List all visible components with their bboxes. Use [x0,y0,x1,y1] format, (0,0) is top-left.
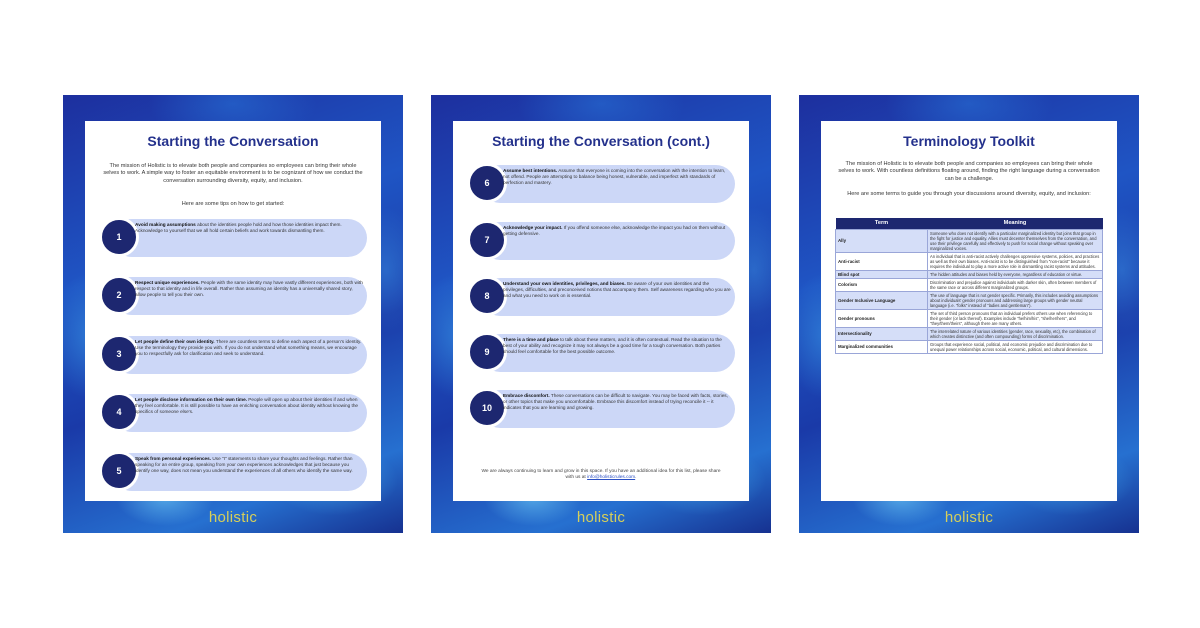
meaning-cell: The hidden attitudes and biases held by everyone, regardless of education or virtue. [928,270,1103,278]
tip-body: These conversations can be difficult to navigate. You may be faced with facts, stories, or other topics that make you uncomfortable. Embrace this discomfort instead of trying reconcile it -- it indicates that you are learning and growing. [503,393,728,411]
term-cell: Gender Inclusive Language [836,291,928,309]
tip-text [503,168,731,186]
contact-email-link[interactable]: info@holisticrules.com [587,475,636,481]
page-1-content-card [85,121,381,501]
tip-item [99,334,367,374]
holistic-logo: holistic [944,509,994,526]
table-header-row [836,218,1103,229]
tip-text [135,397,363,415]
table-row [836,340,1103,353]
tip-item [467,332,735,372]
page-2-footer-note [481,469,721,482]
page-3-subintro: Here are some terms to guide you through your discussions around diversity, equity, and inclusion: [847,191,1091,197]
term-cell: Gender pronouns [836,309,928,327]
term-cell: Intersectionality [836,327,928,340]
tip-heading: Let people disclose information on their own time. [135,397,247,402]
tip-item [99,217,367,257]
meaning-cell: Groups that experience social, political, and economic prejudice and discrimination due to unequal power relationships across social, economic, political, and cultural dimensions. [928,340,1103,353]
meaning-cell: Someone who does not identify with a particular marginalized identity but joins that group in the fight for justice and equality. Allies must decenter themselves from the conversation, and use their privilege carefully and effectively to push for social change without speaking over marginalized voices. [928,229,1103,252]
term-cell: Ally [836,229,928,252]
tip-number-badge: 5 [99,451,139,491]
tip-text [135,456,363,474]
tip-item [467,163,735,203]
tip-item [99,392,367,432]
meaning-cell: The use of language that is not gender specific. Primarily, this includes avoiding assumptions about individuals' gender pronouns and addressing large groups with gender neutral language (i.e. "folks" instead of "ladies and gentleman"). [928,291,1103,309]
tip-text [503,393,731,411]
tip-item [467,388,735,428]
page-3-content-card [821,121,1117,501]
tip-body: Assume that everyone is coming into the conversation with the intention to learn, not offend. People are attempting to balance being honest, vulnerable, and imperfect with standards of perfection and mastery. [503,168,726,186]
tip-heading: Acknowledge your impact. [503,225,563,230]
document-page-2 [431,95,771,533]
tip-text [135,222,363,234]
page-1-intro: The mission of Holistic is to elevate both people and companies so employees can bring their whole selves to work. A simple way to foster an equitable environment is to be cognizant of how we conduct the conversation surrounding diversity, equity, and inclusion. [103,163,363,184]
tip-body: Be aware of your own identities and the privileges, difficulties, and preconceived notions that accompany them. Self awareness regarding who you are and what you need to work on is essential. [503,281,731,299]
meaning-cell: The set of third person pronouns that an individual prefers others use when referencing to their gender (or lack thereof). Examples include "he/him/his", "she/her/hers", and "they/them/theirs", although there are many others. [928,309,1103,327]
footer-end: . [635,475,637,481]
tip-heading: Embrace discomfort. [503,393,550,398]
tip-heading: There is a time and place [503,337,559,342]
table-row [836,309,1103,327]
term-cell: Colorism [836,278,928,291]
table-row [836,270,1103,278]
table-row [836,252,1103,270]
tip-number-badge: 1 [99,217,139,257]
tip-body: about the identities people hold and how those identities impact them. Acknowledge to yourself that we all hold certain beliefs and work towards dismantling them. [135,222,342,234]
term-cell: Blind spot [836,270,928,278]
tip-text [135,280,363,298]
column-header-meaning: Meaning [928,218,1103,229]
term-cell: Marginalized communities [836,340,928,353]
tip-number-badge: 9 [467,332,507,372]
tip-number-badge: 10 [467,388,507,428]
tip-number-badge: 8 [467,276,507,316]
tip-number-badge: 6 [467,163,507,203]
tip-body: to talk about these matters, and it is often contextual. Read the situation to the best of your ability and recognize it may not always be a good time for a tough conversation. Both parties should feel comfortable for the best possible outcome. [503,337,722,355]
page-3-intro: The mission of Holistic is to elevate both people and companies so employees can bring their whole selves to work. With countless definitions floating around, finding the right language during a conversation can be a challenge. [838,161,1100,182]
tip-heading: Assume best intentions. [503,168,558,173]
terminology-table [835,218,1103,354]
footer-text: We are always continuing to learn and grow in this space. If you have an additional idea for this list, please share with us at [481,469,721,481]
tip-item [467,220,735,260]
table-row [836,327,1103,340]
tip-body: There are countless terms to define each aspect of a person's identity. Use the terminology they provide you with. If you do not understand what something means, we encourage you to respectfully ask for clarification and seek to understand. [135,339,362,357]
table-row [836,229,1103,252]
document-page-3 [799,95,1139,533]
tip-heading: Avoid making assumptions [135,222,196,227]
tip-number-badge: 4 [99,392,139,432]
page-1-subintro: Here are some tips on how to get started: [181,201,285,207]
tip-text [503,281,731,299]
tip-text [503,337,731,355]
column-header-term: Term [836,218,928,229]
tip-body: People will open up about their identities if and when they feel comfortable. It is still possible to have an enriching conversation about identity without knowing the specifics of someone else's. [135,397,359,415]
page-1-title: Starting the Conversation [147,133,319,149]
tip-text [135,339,363,357]
tip-body: If you offend someone else, acknowledge the impact you had on them without getting defensive. [503,225,726,237]
page-3-title: Terminology Toolkit [903,133,1035,149]
page-2-title: Starting the Conversation (cont.) [492,133,710,149]
meaning-cell: An individual that is anti-racist actively challenges oppressive systems, policies, and practices as well as their own biases. Anti-racist is to be distinguished from "non-racist" because it requires the individual to play a more active role in dismantling racist systems and attitudes. [928,252,1103,270]
table-row [836,278,1103,291]
tip-number-badge: 7 [467,220,507,260]
tip-number-badge: 3 [99,334,139,374]
tip-heading: Let people define their own identity. [135,339,215,344]
tip-item [99,451,367,491]
holistic-logo: holistic [208,509,258,526]
tip-heading: Understand your own identities, privileges, and biases. [503,281,626,286]
meaning-cell: Discrimination and prejudice against individuals with darker skin, often between members of the same race or across different marginalized groups. [928,278,1103,291]
document-page-1 [63,95,403,533]
tip-body: People with the same identity may have vastly different experiences, both with respect to that identity and in life overall. Rather than assuming an identity has a universally shared story, allow people to tell you their own. [135,280,363,298]
term-cell: Anti-racist [836,252,928,270]
tip-item [467,276,735,316]
table-row [836,291,1103,309]
tip-number-badge: 2 [99,275,139,315]
tip-item [99,275,367,315]
holistic-logo: holistic [576,509,626,526]
tip-heading: Respect unique experiences. [135,280,200,285]
tip-body: Use "I" statements to share your thoughts and feelings. Rather than speaking for an entire group, speaking from your own experiences acknowledges that just because you identify one way, does not mean you understand the experiences of all others who identify the same way. [135,456,353,474]
tip-heading: Speak from personal experiences. [135,456,212,461]
page-2-content-card [453,121,749,501]
tip-text [503,225,731,237]
meaning-cell: The interrelated nature of various identities (gender, race, sexuality, etc), the combination of which creates distinctive (and often compounding) forms of discrimination. [928,327,1103,340]
